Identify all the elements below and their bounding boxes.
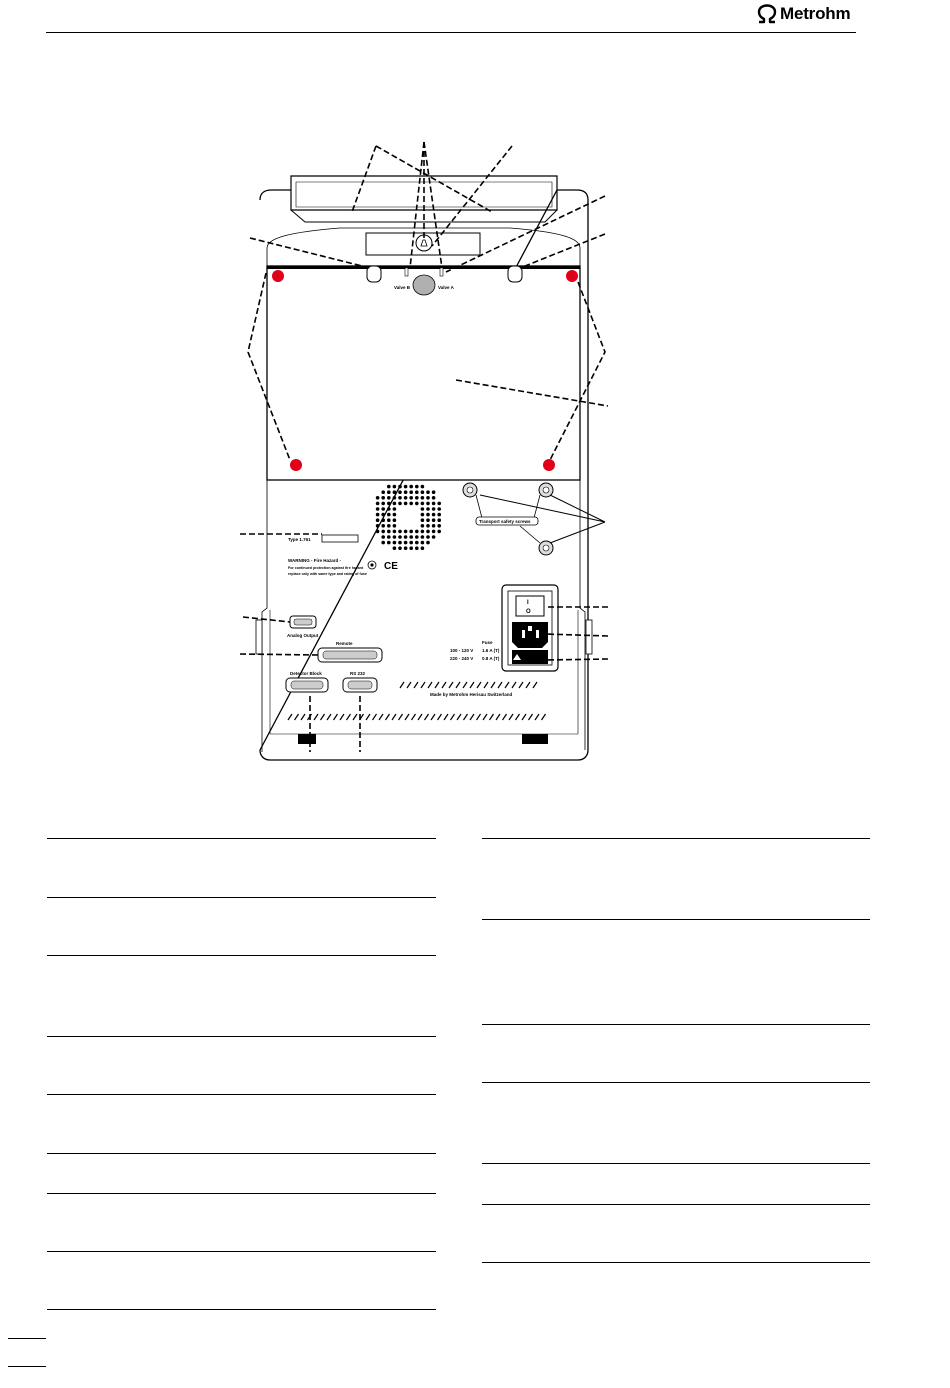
vent-slot bbox=[438, 714, 442, 720]
fan-hole bbox=[387, 541, 391, 545]
fan-hole bbox=[381, 518, 385, 522]
fan-hole bbox=[421, 485, 425, 489]
fan-hole bbox=[393, 530, 397, 534]
left-table-rule-1 bbox=[47, 838, 436, 839]
fan-hole bbox=[404, 502, 408, 506]
fan-hole bbox=[437, 507, 441, 511]
fan-hole bbox=[409, 530, 413, 534]
warning-line-2: replace only with same type and rating of fuse bbox=[288, 572, 367, 576]
fan-hole bbox=[426, 513, 430, 517]
vent-slot bbox=[505, 682, 509, 688]
vent-slot bbox=[353, 714, 357, 720]
right-table-rule-6 bbox=[482, 1204, 870, 1205]
vent-slot bbox=[533, 682, 537, 688]
valve-b-label: Valve B bbox=[394, 285, 411, 290]
left-table-rule-5 bbox=[47, 1094, 436, 1095]
vent-slot bbox=[522, 714, 526, 720]
fan-hole bbox=[376, 507, 380, 511]
fan-hole bbox=[432, 507, 436, 511]
fan-hole bbox=[387, 530, 391, 534]
vent-slot bbox=[414, 682, 418, 688]
fan-hole bbox=[426, 507, 430, 511]
left-table-rule-7 bbox=[47, 1193, 436, 1194]
vent-slot bbox=[526, 682, 530, 688]
vent-slot bbox=[477, 682, 481, 688]
type-plate-label: Type 1.761 bbox=[288, 537, 311, 542]
vent-slot bbox=[418, 714, 422, 720]
detector-block-label: Detector Block bbox=[290, 671, 322, 676]
fan-hole bbox=[432, 518, 436, 522]
fan-hole bbox=[381, 541, 385, 545]
fan-hole bbox=[376, 513, 380, 517]
fan-hole bbox=[398, 502, 402, 506]
vent-slot bbox=[288, 714, 292, 720]
fan-hole bbox=[409, 502, 413, 506]
left-table-rule-3 bbox=[47, 955, 436, 956]
screw-top-right bbox=[566, 270, 578, 282]
fan-hole bbox=[376, 502, 380, 506]
vent-slot bbox=[412, 714, 416, 720]
footer-rule-1 bbox=[8, 1338, 46, 1339]
footer-rule-2 bbox=[8, 1366, 46, 1367]
fan-hole bbox=[387, 518, 391, 522]
left-table-rule-6 bbox=[47, 1153, 436, 1154]
vent-slot bbox=[477, 714, 481, 720]
vent-slot bbox=[509, 714, 513, 720]
fan-hole bbox=[393, 507, 397, 511]
fan-hole bbox=[432, 513, 436, 517]
fan-hole bbox=[387, 490, 391, 494]
fan-hole bbox=[404, 541, 408, 545]
left-table-rule-8 bbox=[47, 1251, 436, 1252]
warning-line-1: For continued protection against fire hazard bbox=[288, 566, 364, 570]
right-table-rule-4 bbox=[482, 1082, 870, 1083]
switch-on: I bbox=[527, 600, 529, 606]
fan-hole bbox=[398, 485, 402, 489]
fan-hole bbox=[393, 490, 397, 494]
vent-slot bbox=[301, 714, 305, 720]
fan-hole bbox=[409, 541, 413, 545]
vent-slot bbox=[334, 714, 338, 720]
fan-hole bbox=[387, 535, 391, 539]
vent-slot bbox=[431, 714, 435, 720]
vent-slot bbox=[535, 714, 539, 720]
right-table-rule-7 bbox=[482, 1262, 870, 1263]
fan-hole bbox=[421, 513, 425, 517]
fan-hole bbox=[387, 513, 391, 517]
vent-slot bbox=[399, 714, 403, 720]
vent-slot bbox=[456, 682, 460, 688]
screw-top-left bbox=[272, 270, 284, 282]
vent-slot bbox=[373, 714, 377, 720]
vent-slot bbox=[392, 714, 396, 720]
made-in-label: Made by Metrohm Herisau Switzerland bbox=[430, 692, 513, 697]
rs232-label: RS 232 bbox=[350, 671, 366, 676]
fan-hole bbox=[415, 535, 419, 539]
vent-slot bbox=[449, 682, 453, 688]
fan-hole bbox=[398, 541, 402, 545]
fan-hole bbox=[393, 485, 397, 489]
fan-hole bbox=[437, 524, 441, 528]
right-table-rule-1 bbox=[482, 838, 870, 839]
fan-hole bbox=[381, 535, 385, 539]
fan-hole bbox=[398, 530, 402, 534]
fan-hole bbox=[437, 518, 441, 522]
fan-hole bbox=[415, 502, 419, 506]
voltage-2: 220 - 240 V bbox=[450, 656, 474, 661]
fan-hole bbox=[421, 530, 425, 534]
vent-slot bbox=[340, 714, 344, 720]
switch-off: O bbox=[526, 609, 531, 615]
fan-hole bbox=[393, 502, 397, 506]
valve-a-label: Valve A bbox=[438, 285, 454, 290]
fan-hole bbox=[421, 524, 425, 528]
fan-hole bbox=[381, 496, 385, 500]
vent-slot bbox=[519, 682, 523, 688]
vent-slot bbox=[327, 714, 331, 720]
vent-slot bbox=[503, 714, 507, 720]
fan-hole bbox=[409, 490, 413, 494]
fan-hole bbox=[404, 490, 408, 494]
fan-hole bbox=[437, 513, 441, 517]
vent-slot bbox=[435, 682, 439, 688]
fan-hole bbox=[432, 490, 436, 494]
fan-hole bbox=[421, 502, 425, 506]
fan-hole bbox=[426, 496, 430, 500]
vent-slot bbox=[457, 714, 461, 720]
fan-hole bbox=[415, 496, 419, 500]
vent-slot bbox=[405, 714, 409, 720]
fan-hole bbox=[381, 502, 385, 506]
fan-hole bbox=[415, 530, 419, 534]
vent-slot bbox=[464, 714, 468, 720]
fan-hole bbox=[421, 541, 425, 545]
ce-mark: CE bbox=[384, 561, 398, 572]
fan-hole bbox=[426, 490, 430, 494]
analog-output-label: Analog Output bbox=[287, 633, 319, 638]
fan-hole bbox=[421, 546, 425, 550]
fuse-2: 0.8 A (T) bbox=[482, 656, 500, 661]
warning-title: WARNING - Fire Hazard - bbox=[288, 558, 342, 563]
fan-hole bbox=[387, 496, 391, 500]
screw-bottom-right bbox=[543, 459, 555, 471]
fan-hole bbox=[421, 518, 425, 522]
transport-screws-label: Transport safety screws bbox=[479, 519, 531, 524]
fan-hole bbox=[381, 530, 385, 534]
vent-slot bbox=[496, 714, 500, 720]
vent-slot bbox=[314, 714, 318, 720]
fan-hole bbox=[393, 541, 397, 545]
fan-hole bbox=[404, 496, 408, 500]
fan-hole bbox=[432, 496, 436, 500]
vent-slot bbox=[347, 714, 351, 720]
fan-hole bbox=[398, 496, 402, 500]
vent-slot bbox=[421, 682, 425, 688]
fan-hole bbox=[376, 518, 380, 522]
vent-slot bbox=[529, 714, 533, 720]
fan-hole bbox=[409, 535, 413, 539]
vent-slot bbox=[483, 714, 487, 720]
right-table-rule-3 bbox=[482, 1024, 870, 1025]
fan-hole bbox=[387, 507, 391, 511]
fan-hole bbox=[421, 496, 425, 500]
fan-hole bbox=[421, 507, 425, 511]
vent-slot bbox=[444, 714, 448, 720]
fan-hole bbox=[426, 535, 430, 539]
fan-hole bbox=[398, 490, 402, 494]
fan-hole bbox=[381, 490, 385, 494]
fan-hole bbox=[393, 524, 397, 528]
fan-hole bbox=[381, 513, 385, 517]
fan-hole bbox=[426, 541, 430, 545]
vent-slot bbox=[463, 682, 467, 688]
vent-slot bbox=[490, 714, 494, 720]
vent-slot bbox=[428, 682, 432, 688]
vent-slot bbox=[484, 682, 488, 688]
vent-slot bbox=[442, 682, 446, 688]
fan-hole bbox=[421, 490, 425, 494]
vent-slot bbox=[400, 682, 404, 688]
fan-hole bbox=[393, 496, 397, 500]
brand-name: Metrohm bbox=[780, 4, 851, 23]
fan-hole bbox=[426, 524, 430, 528]
fan-hole bbox=[404, 546, 408, 550]
vent-slot bbox=[491, 682, 495, 688]
vent-slot bbox=[516, 714, 520, 720]
fuse-label: Fuse bbox=[482, 640, 493, 645]
vent-slot bbox=[379, 714, 383, 720]
fan-hole bbox=[432, 530, 436, 534]
fan-hole bbox=[393, 513, 397, 517]
vent-slot bbox=[425, 714, 429, 720]
fan-hole bbox=[376, 524, 380, 528]
screw-bottom-left bbox=[290, 459, 302, 471]
vent-slot bbox=[295, 714, 299, 720]
fan-hole bbox=[437, 530, 441, 534]
voltage-1: 100 - 120 V bbox=[450, 648, 474, 653]
fan-hole bbox=[409, 496, 413, 500]
fuse-1: 1.6 A (T) bbox=[482, 648, 500, 653]
fan-hole bbox=[426, 518, 430, 522]
fan-hole bbox=[415, 546, 419, 550]
vent-slot bbox=[407, 682, 411, 688]
fan-hole bbox=[376, 496, 380, 500]
vent-slot bbox=[470, 682, 474, 688]
fan-hole bbox=[432, 502, 436, 506]
left-table-rule-4 bbox=[47, 1036, 436, 1037]
fan-hole bbox=[381, 524, 385, 528]
fan-hole bbox=[376, 530, 380, 534]
fan-hole bbox=[393, 518, 397, 522]
left-table-rule-2 bbox=[47, 897, 436, 898]
fan-hole bbox=[415, 490, 419, 494]
fan-hole bbox=[404, 530, 408, 534]
fan-hole bbox=[387, 524, 391, 528]
fan-hole bbox=[437, 502, 441, 506]
vent-slot bbox=[512, 682, 516, 688]
fan-hole bbox=[426, 530, 430, 534]
fan-hole bbox=[393, 546, 397, 550]
fan-hole bbox=[387, 485, 391, 489]
right-table-rule-2 bbox=[482, 919, 870, 920]
fan-hole bbox=[409, 485, 413, 489]
fan-hole bbox=[393, 535, 397, 539]
vent-slot bbox=[386, 714, 390, 720]
right-table-rule-5 bbox=[482, 1163, 870, 1164]
fan-hole bbox=[409, 546, 413, 550]
fan-hole bbox=[404, 535, 408, 539]
vent-slot bbox=[366, 714, 370, 720]
fan-hole bbox=[404, 485, 408, 489]
fan-hole bbox=[415, 541, 419, 545]
vent-slot bbox=[498, 682, 502, 688]
fan-hole bbox=[398, 546, 402, 550]
fan-hole bbox=[398, 535, 402, 539]
fan-hole bbox=[432, 524, 436, 528]
left-table-rule-9 bbox=[47, 1309, 436, 1310]
fan-grille bbox=[376, 485, 441, 550]
fan-hole bbox=[421, 535, 425, 539]
vent-slot bbox=[470, 714, 474, 720]
vent-slot bbox=[451, 714, 455, 720]
vent-slot bbox=[542, 714, 546, 720]
vent-slot bbox=[321, 714, 325, 720]
fan-hole bbox=[432, 535, 436, 539]
fan-hole bbox=[426, 502, 430, 506]
remote-label: Remote bbox=[336, 641, 353, 646]
fan-hole bbox=[381, 507, 385, 511]
fan-hole bbox=[415, 485, 419, 489]
fan-hole bbox=[387, 502, 391, 506]
